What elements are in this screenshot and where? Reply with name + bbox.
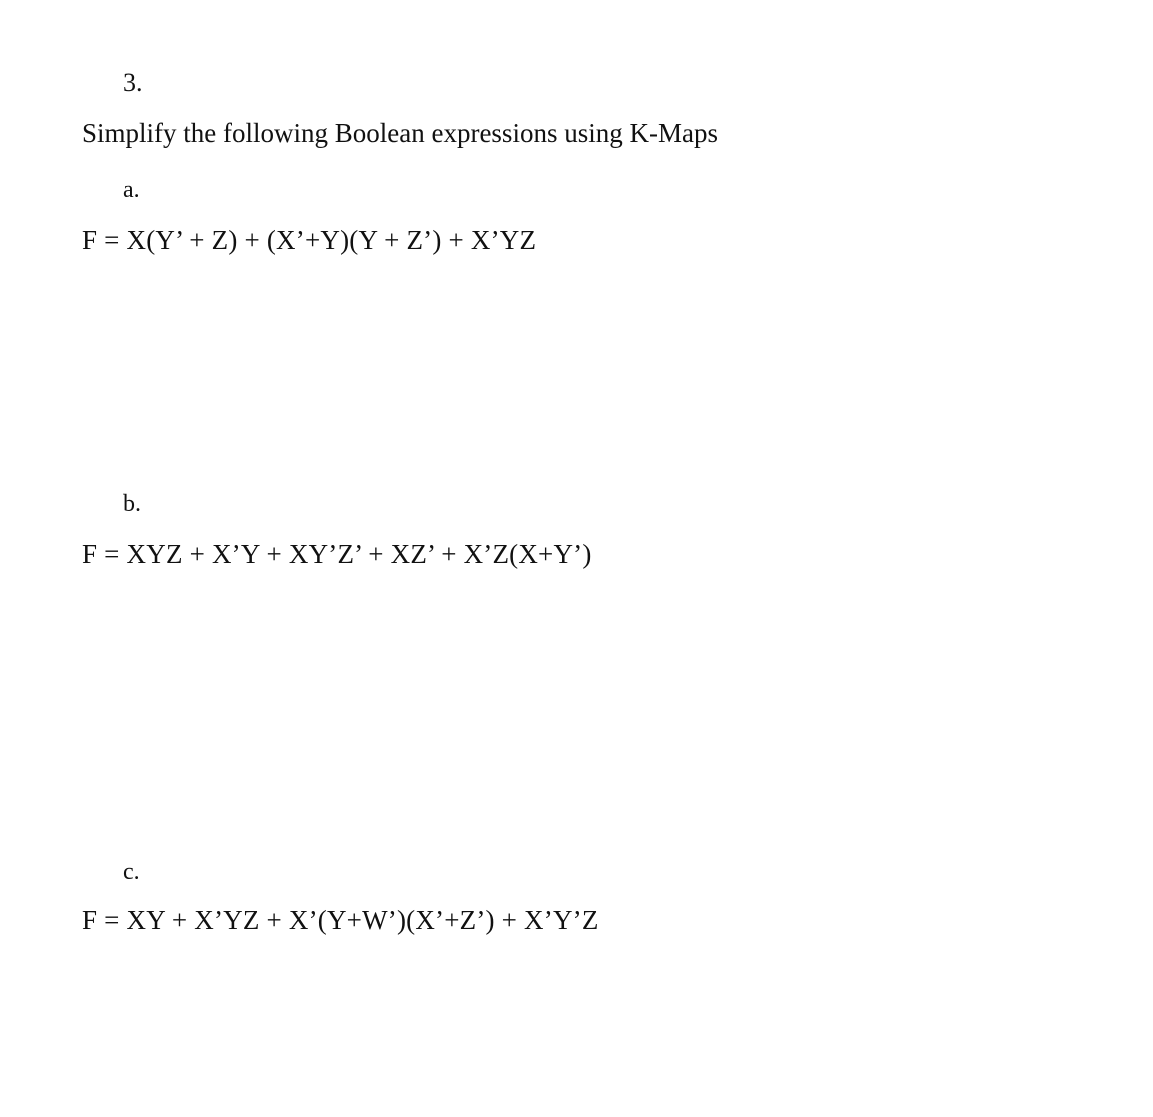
- part-c-label: c.: [123, 859, 140, 885]
- question-instruction: Simplify the following Boolean expressions using K-Maps: [82, 118, 718, 148]
- part-a-expression: F = X(Y’ + Z) + (X’+Y)(Y + Z’) + X’YZ: [82, 225, 537, 255]
- part-b-label: b.: [123, 491, 141, 517]
- part-b-expression: F = XYZ + X’Y + XY’Z’ + XZ’ + X’Z(X+Y’): [82, 539, 592, 569]
- part-a-label: a.: [123, 177, 140, 203]
- part-c-expression: F = XY + X’YZ + X’(Y+W’)(X’+Z’) + X’Y’Z: [82, 905, 599, 935]
- question-number: 3.: [123, 68, 143, 97]
